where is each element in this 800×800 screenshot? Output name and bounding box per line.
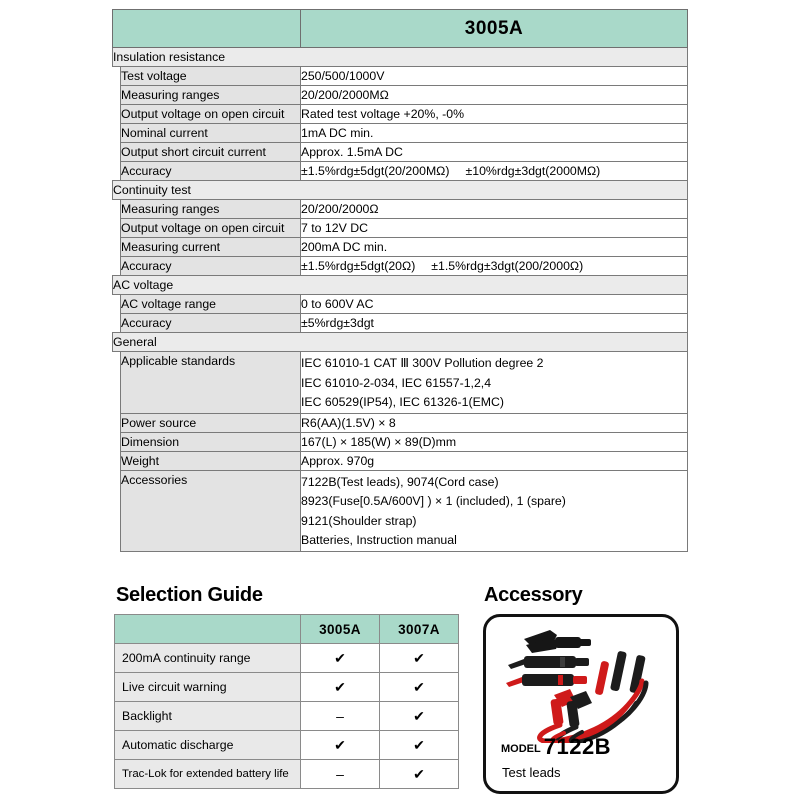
feature-label: Automatic discharge bbox=[115, 731, 301, 760]
feature-label: Trac-Lok for extended battery life bbox=[115, 760, 301, 789]
row-label: Applicable standards bbox=[121, 352, 301, 414]
section-title: AC voltage bbox=[113, 276, 688, 295]
accessory-title: Accessory bbox=[484, 584, 583, 606]
row-indent bbox=[113, 67, 121, 86]
selection-guide-blank-header bbox=[115, 615, 301, 644]
accessory-caption: Test leads bbox=[502, 765, 561, 780]
check-mark-3007a: ✔ bbox=[380, 731, 459, 760]
row-label: Accessories bbox=[121, 470, 301, 551]
table-row bbox=[113, 143, 688, 162]
section-header-continuity-test bbox=[113, 181, 688, 200]
row-value: Approx. 1.5mA DC bbox=[301, 143, 688, 162]
row-label: Accuracy bbox=[121, 257, 301, 276]
row-value: 20/200/2000MΩ bbox=[301, 86, 688, 105]
check-mark-3005a: ✔ bbox=[301, 644, 380, 673]
row-value: Approx. 970g bbox=[301, 451, 688, 470]
row-label: Measuring current bbox=[121, 238, 301, 257]
table-row bbox=[113, 470, 688, 551]
row-value: 0 to 600V AC bbox=[301, 295, 688, 314]
spec-header-row bbox=[113, 10, 688, 48]
table-row bbox=[113, 432, 688, 451]
row-label: Accuracy bbox=[121, 162, 301, 181]
row-indent bbox=[113, 219, 121, 238]
specification-table-container bbox=[112, 9, 687, 552]
row-indent bbox=[113, 470, 121, 551]
table-row bbox=[115, 702, 459, 731]
value-line: IEC 61010-2-034, IEC 61557-1,2,4 bbox=[301, 375, 492, 390]
table-row bbox=[113, 413, 688, 432]
accessory-model-line bbox=[501, 734, 611, 760]
value-line: IEC 61010-1 CAT Ⅲ 300V Pollution degree 2 bbox=[301, 356, 544, 370]
row-indent bbox=[113, 451, 121, 470]
check-mark-3005a: ✔ bbox=[301, 673, 380, 702]
row-value: 200mA DC min. bbox=[301, 238, 688, 257]
row-label: Dimension bbox=[121, 432, 301, 451]
row-value bbox=[301, 162, 688, 181]
row-indent bbox=[113, 105, 121, 124]
row-value: 7 to 12V DC bbox=[301, 219, 688, 238]
row-value: R6(AA)(1.5V) × 8 bbox=[301, 413, 688, 432]
row-label: Power source bbox=[121, 413, 301, 432]
row-indent bbox=[113, 432, 121, 451]
row-indent bbox=[113, 86, 121, 105]
check-mark-3007a: ✔ bbox=[380, 702, 459, 731]
table-row bbox=[113, 86, 688, 105]
row-value bbox=[301, 352, 688, 414]
row-value-part1: ±1.5%rdg±5dgt(20/200MΩ) bbox=[301, 164, 450, 178]
row-value-part2: ±1.5%rdg±3dgt(200/2000Ω) bbox=[431, 259, 584, 273]
row-indent bbox=[113, 257, 121, 276]
row-label: Output voltage on open circuit bbox=[121, 219, 301, 238]
table-row bbox=[115, 673, 459, 702]
table-row bbox=[115, 644, 459, 673]
row-indent bbox=[113, 238, 121, 257]
selection-guide-section bbox=[114, 584, 458, 789]
row-indent bbox=[113, 295, 121, 314]
table-row bbox=[113, 352, 688, 414]
row-label: Output voltage on open circuit bbox=[121, 105, 301, 124]
accessory-model-number: 7122B bbox=[543, 734, 612, 759]
section-title: Continuity test bbox=[113, 181, 688, 200]
row-indent bbox=[113, 124, 121, 143]
row-label: AC voltage range bbox=[121, 295, 301, 314]
check-mark-3007a: ✔ bbox=[380, 644, 459, 673]
table-row bbox=[113, 451, 688, 470]
table-row bbox=[115, 731, 459, 760]
table-row bbox=[113, 314, 688, 333]
section-header-insulation-resistance bbox=[113, 48, 688, 67]
table-row bbox=[113, 257, 688, 276]
spec-header-model: 3005A bbox=[301, 10, 688, 48]
selection-guide-column-3005a: 3005A bbox=[301, 615, 380, 644]
table-row bbox=[113, 162, 688, 181]
selection-guide-table bbox=[114, 614, 459, 789]
table-row bbox=[113, 219, 688, 238]
row-value-part2: ±10%rdg±3dgt(2000MΩ) bbox=[465, 164, 601, 178]
feature-label: Backlight bbox=[115, 702, 301, 731]
row-indent bbox=[113, 413, 121, 432]
table-row bbox=[113, 295, 688, 314]
value-line: IEC 60529(IP54), IEC 61326-1(EMC) bbox=[301, 395, 504, 409]
section-header-ac-voltage bbox=[113, 276, 688, 295]
row-value: 20/200/2000Ω bbox=[301, 200, 688, 219]
check-mark-3007a: ✔ bbox=[380, 673, 459, 702]
row-value bbox=[301, 470, 688, 551]
value-line: 9121(Shoulder strap) bbox=[301, 513, 417, 528]
table-row bbox=[115, 760, 459, 789]
row-label: Measuring ranges bbox=[121, 200, 301, 219]
value-line: 7122B(Test leads), 9074(Cord case) bbox=[301, 474, 499, 489]
accessory-model-word: MODEL bbox=[501, 743, 541, 755]
row-value: 167(L) × 185(W) × 89(D)mm bbox=[301, 432, 688, 451]
value-line: Batteries, Instruction manual bbox=[301, 533, 457, 547]
row-indent bbox=[113, 143, 121, 162]
feature-label: 200mA continuity range bbox=[115, 644, 301, 673]
row-value: 250/500/1000V bbox=[301, 67, 688, 86]
row-indent bbox=[113, 352, 121, 414]
accessory-card bbox=[483, 614, 679, 794]
row-label: Output short circuit current bbox=[121, 143, 301, 162]
row-value: ±5%rdg±3dgt bbox=[301, 314, 688, 333]
accessory-section bbox=[483, 584, 688, 794]
dash-mark-3005a: – bbox=[301, 702, 380, 731]
row-indent bbox=[113, 314, 121, 333]
table-row bbox=[113, 238, 688, 257]
section-header-general bbox=[113, 333, 688, 352]
selection-guide-column-3007a: 3007A bbox=[380, 615, 459, 644]
table-row bbox=[113, 200, 688, 219]
row-value: 1mA DC min. bbox=[301, 124, 688, 143]
check-mark-3005a: ✔ bbox=[301, 731, 380, 760]
spec-header-blank bbox=[113, 10, 301, 48]
dash-mark-3005a: – bbox=[301, 760, 380, 789]
row-label: Test voltage bbox=[121, 67, 301, 86]
row-value: Rated test voltage +20%, -0% bbox=[301, 105, 688, 124]
row-label: Nominal current bbox=[121, 124, 301, 143]
selection-guide-header-row bbox=[115, 615, 459, 644]
value-line: 8923(Fuse[0.5A/600V] ) × 1 (included), 1 (spare) bbox=[301, 494, 566, 508]
row-indent bbox=[113, 200, 121, 219]
selection-guide-title: Selection Guide bbox=[116, 584, 263, 606]
row-indent bbox=[113, 162, 121, 181]
specification-table bbox=[112, 9, 688, 552]
table-row bbox=[113, 67, 688, 86]
row-label: Weight bbox=[121, 451, 301, 470]
table-row bbox=[113, 105, 688, 124]
row-label: Measuring ranges bbox=[121, 86, 301, 105]
check-mark-3007a: ✔ bbox=[380, 760, 459, 789]
row-value bbox=[301, 257, 688, 276]
test-leads-illustration-icon bbox=[502, 625, 668, 743]
section-title: Insulation resistance bbox=[113, 48, 688, 67]
section-title: General bbox=[113, 333, 688, 352]
table-row bbox=[113, 124, 688, 143]
row-value-part1: ±1.5%rdg±5dgt(20Ω) bbox=[301, 259, 416, 273]
feature-label: Live circuit warning bbox=[115, 673, 301, 702]
row-label: Accuracy bbox=[121, 314, 301, 333]
